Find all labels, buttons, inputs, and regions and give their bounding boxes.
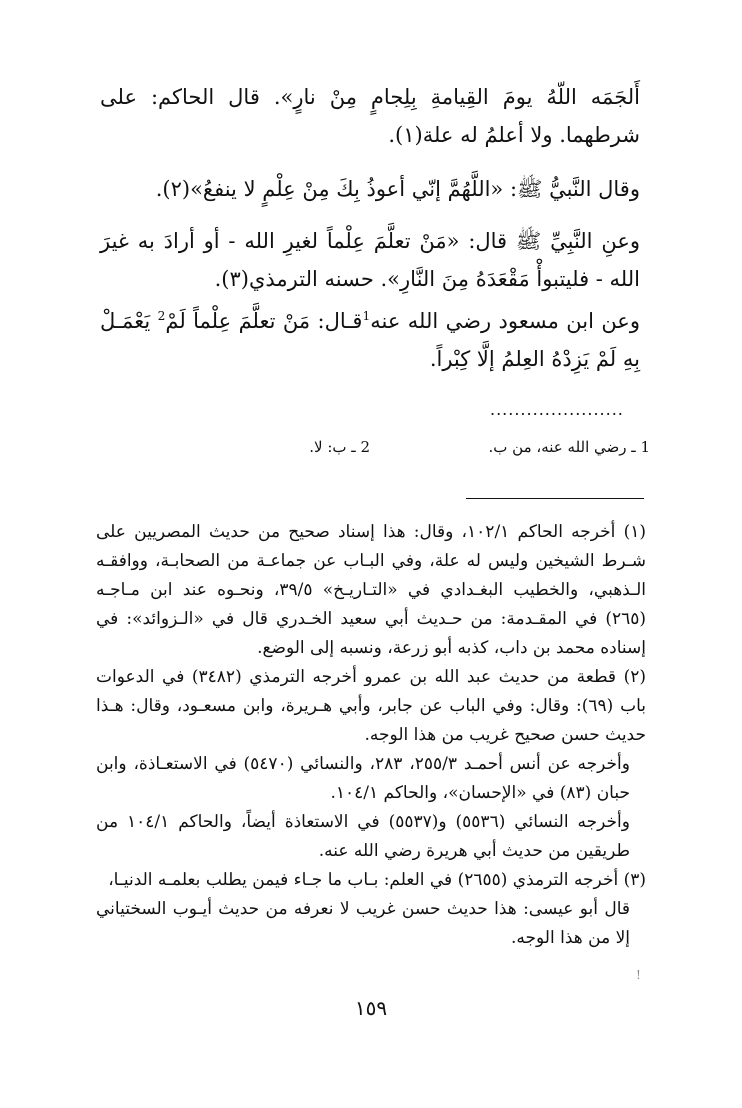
margin-note-1: 1 ـ رضي الله عنه، من ب. <box>488 438 650 456</box>
scan-mark: ! <box>636 968 641 982</box>
margin-note-ref-2: 2 <box>157 309 166 323</box>
main-paragraph-3: وعنِ النَّبِيِّ ﷺ قال: «مَنْ تعلَّمَ عِلْماً لغيرِ الله - أو أرادَ به غيرَ الله - فليتبوأْ مَقْعَدَهُ مِنَ النَّارِ». حسنه الترمذي(٣). <box>100 229 640 291</box>
margin-note-ref-1: 1 <box>362 309 371 323</box>
main-paragraph-1: أَلجَمَه اللّهُ يومَ القِيامةِ بِلِجامٍ مِنْ نارٍ». قال الحاكم: على شرطهما. ولا أعلمُ له علة(١). <box>100 85 640 147</box>
footnote-3-continued: قال أبو عيسى: هذا حديث حسن غريب لا نعرفه من حديث أيـوب السختياني إلا من هذا الوجه. <box>96 899 630 948</box>
main-paragraph-4 <box>100 302 640 378</box>
footnote-2-continued-a: وأخرجه عن أنس أحمـد ٢٥٥/٣، ٢٨٣، والنسائي (٥٤٧٠) في الاستعـاذة، وابن حبان (٨٣) في «الإحسان»، والحاكم ١٠٤/١. <box>96 754 630 803</box>
margin-note-2: 2 ـ ب: لا. <box>309 438 370 456</box>
footnote-divider <box>466 498 644 499</box>
main-paragraph-2: وقال النَّبيُّ ﷺ: «اللَّهُمَّ إنّي أعوذُ بِكَ مِنْ عِلْمٍ لا ينفعُ»(٢). <box>155 177 640 201</box>
footnote-1: (١) أخرجه الحاكم ١٠٢/١، وقال: هذا إسناد صحيح من حديث المصريين على شـرط الشيخين وليس له علة، وفي البـاب عن جماعـة من الصحابـة، ووافقـه الـذهبي، والخطيب البغـدادي في «التـاريـخ» ٣٩/٥، ونحـوه عند ابن مـاجـه (٢٦٥) في المقـدمة: من حـديث أبي سعيد الخـدري قال في «الـزوائد»: في إسناده محمد بن داب، كذبه أبو زرعة، ونسبه إلى الوضع. <box>96 522 646 658</box>
footnotes <box>96 518 646 953</box>
margin-notes <box>90 438 650 462</box>
dotted-separator: ...................... <box>490 400 624 419</box>
footnote-3: (٣) أخرجه الترمذي (٢٦٥٥) في العلم: بـاب ما جـاء فيمن يطلب بعلمـه الدنيـا، <box>108 870 646 890</box>
footnote-2: (٢) قطعة من حديث عبد الله بن عمرو أخرجه الترمذي (٣٤٨٢) في الدعوات باب (٦٩): وقال: وفي الباب عن جابر، وأبي هـريرة، وابن مسعـود، وقال: هـذا حديث حسن صحيح غريب من هذا الوجه. <box>96 667 647 745</box>
page-number: ١٥٩ <box>354 996 388 1020</box>
main-paragraph-4-part-1: وعن ابن مسعود رضي الله عنه <box>370 309 640 333</box>
main-paragraph-4-part-2: قـال: مَنْ تعلَّمَ عِلْماً لَمْ <box>165 309 363 333</box>
main-paragraph-4-part-3: يَعْمَـلْ بِهِ لَمْ يَزِدْهُ العِلمُ إلَّا كِبْراً. <box>100 309 640 371</box>
footnote-2-continued-b: وأخرجه النسائي (٥٥٣٦) و(٥٥٣٧) في الاستعاذة أيضاً، والحاكم ١٠٤/١ من طريقين من حديث أبي هريرة رضي الله عنه. <box>96 812 630 861</box>
